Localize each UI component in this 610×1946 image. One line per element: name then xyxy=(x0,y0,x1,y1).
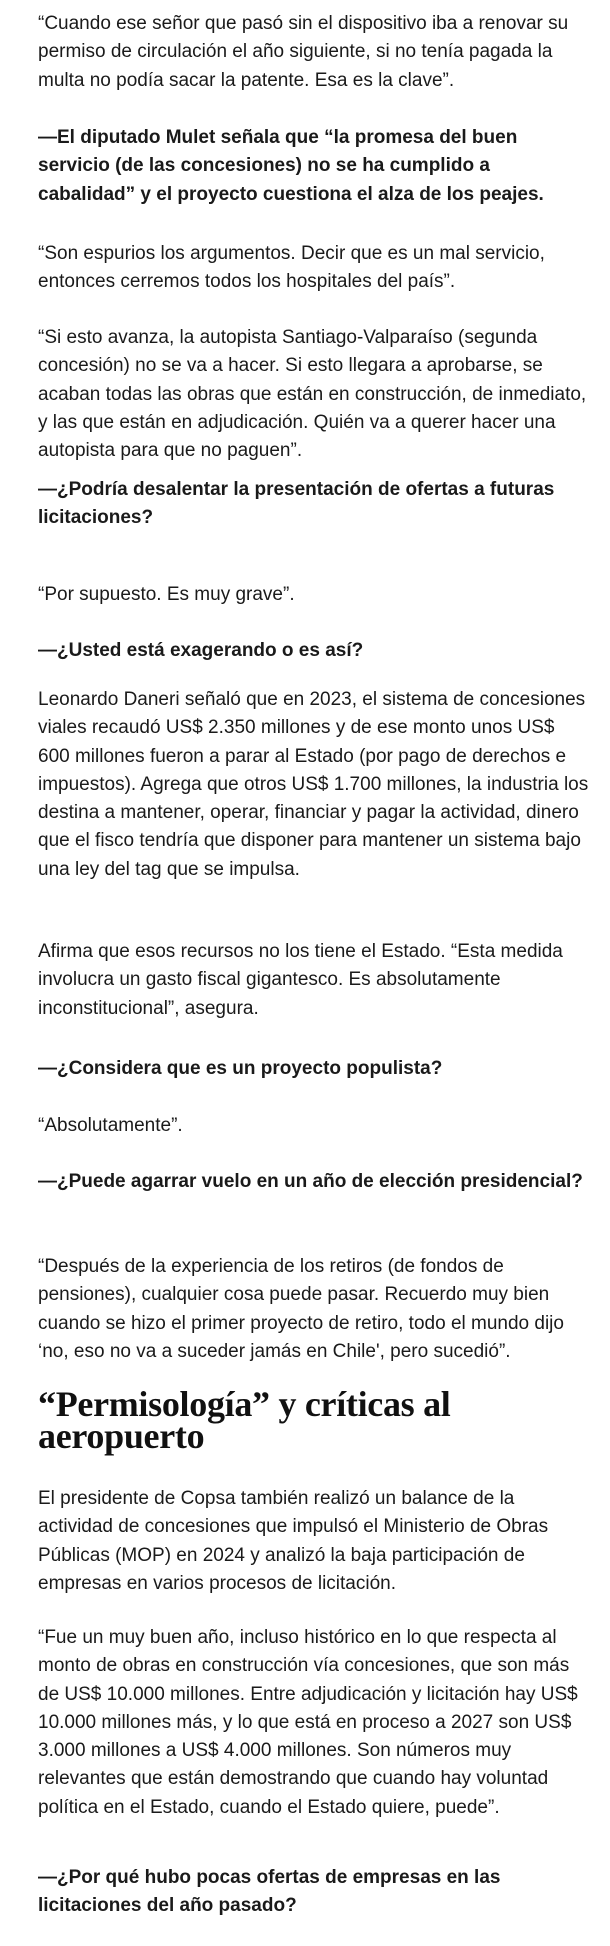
paragraph: “Son espurios los argumentos. Decir que es un mal servicio, entonces cerremos todos los hospitales del país”. xyxy=(38,243,545,293)
interview-question: —¿Usted está exagerando o es así? xyxy=(38,640,364,661)
paragraph: “Si esto avanza, la autopista Santiago-Valparaíso (segunda concesión) no se va a hacer. Si esto llegara a aprobarse, se acaban todas las obras que están en construcción, de inmediato, y las que están en adjudicación. Quién va a querer hacer una autopista para que no paguen”. xyxy=(38,327,587,462)
paragraph: “Después de la experiencia de los retiros (de fondos de pensiones), cualquier cosa puede pasar. Recuerdo muy bien cuando se hizo el primer proyecto de retiro, todo el mundo dijo ‘no, eso no va a suceder jamás en Chile', pero sucedió”. xyxy=(38,1256,564,1362)
paragraph: El presidente de Copsa también realizó un balance de la actividad de concesiones que impulsó el Ministerio de Obras Públicas (MOP) en 2024 y analizó la baja participación de empresas en varios procesos de licitación. xyxy=(38,1488,549,1594)
paragraph: Afirma que esos recursos no los tiene el Estado. “Esta medida involucra un gasto fiscal gigantesco. Es absolutamente inconstitucional”, asegura. xyxy=(38,941,563,1019)
paragraph: Leonardo Daneri señaló que en 2023, el sistema de concesiones viales recaudó US$ 2.350 millones y de ese monto unos US$ 600 millones fueron a parar al Estado (por pago de derechos e impuestos). Agrega que otros US$ 1.700 millones, la industria los destina a mantener, operar, financiar y pagar la actividad, dinero que el fisco tendría que disponer para mantener un sistema bajo una ley del tag que se impulsa. xyxy=(38,689,589,880)
interview-question: —¿Por qué hubo pocas ofertas de empresas en las licitaciones del año pasado? xyxy=(38,1867,501,1917)
paragraph: “Fue un muy buen año, incluso histórico en lo que respecta al monto de obras en construcción vía concesiones, que son más de US$ 10.000 millones. Entre adjudicación y licitación hay US$ 10.000 millones más, y lo que está en proceso a 2027 son US$ 3.000 millones a US$ 4.000 millones. Son números muy relevantes que están demostrando que cuando hay voluntad política en el Estado, cuando el Estado quiere, puede”. xyxy=(38,1627,578,1818)
interview-question: —¿Considera que es un proyecto populista? xyxy=(38,1058,443,1079)
paragraph: “Cuando ese señor que pasó sin el dispositivo iba a renovar su permiso de circulación el año siguiente, si no tenía pagada la multa no podía sacar la patente. Esa es la clave”. xyxy=(38,13,569,91)
paragraph: “Absolutamente”. xyxy=(38,1115,183,1136)
interview-question: —¿Podría desalentar la presentación de ofertas a futuras licitaciones? xyxy=(38,479,555,529)
interview-question: —El diputado Mulet señala que “la promesa del buen servicio (de las concesiones) no se ha cumplido a cabalidad” y el proyecto cuestiona el alza de los peajes. xyxy=(38,127,544,205)
section-heading: “Permisología” y críticas al aeropuerto xyxy=(38,1384,451,1456)
paragraph: “Por supuesto. Es muy grave”. xyxy=(38,584,295,605)
interview-question: —¿Puede agarrar vuelo en un año de elección presidencial? xyxy=(38,1171,583,1192)
